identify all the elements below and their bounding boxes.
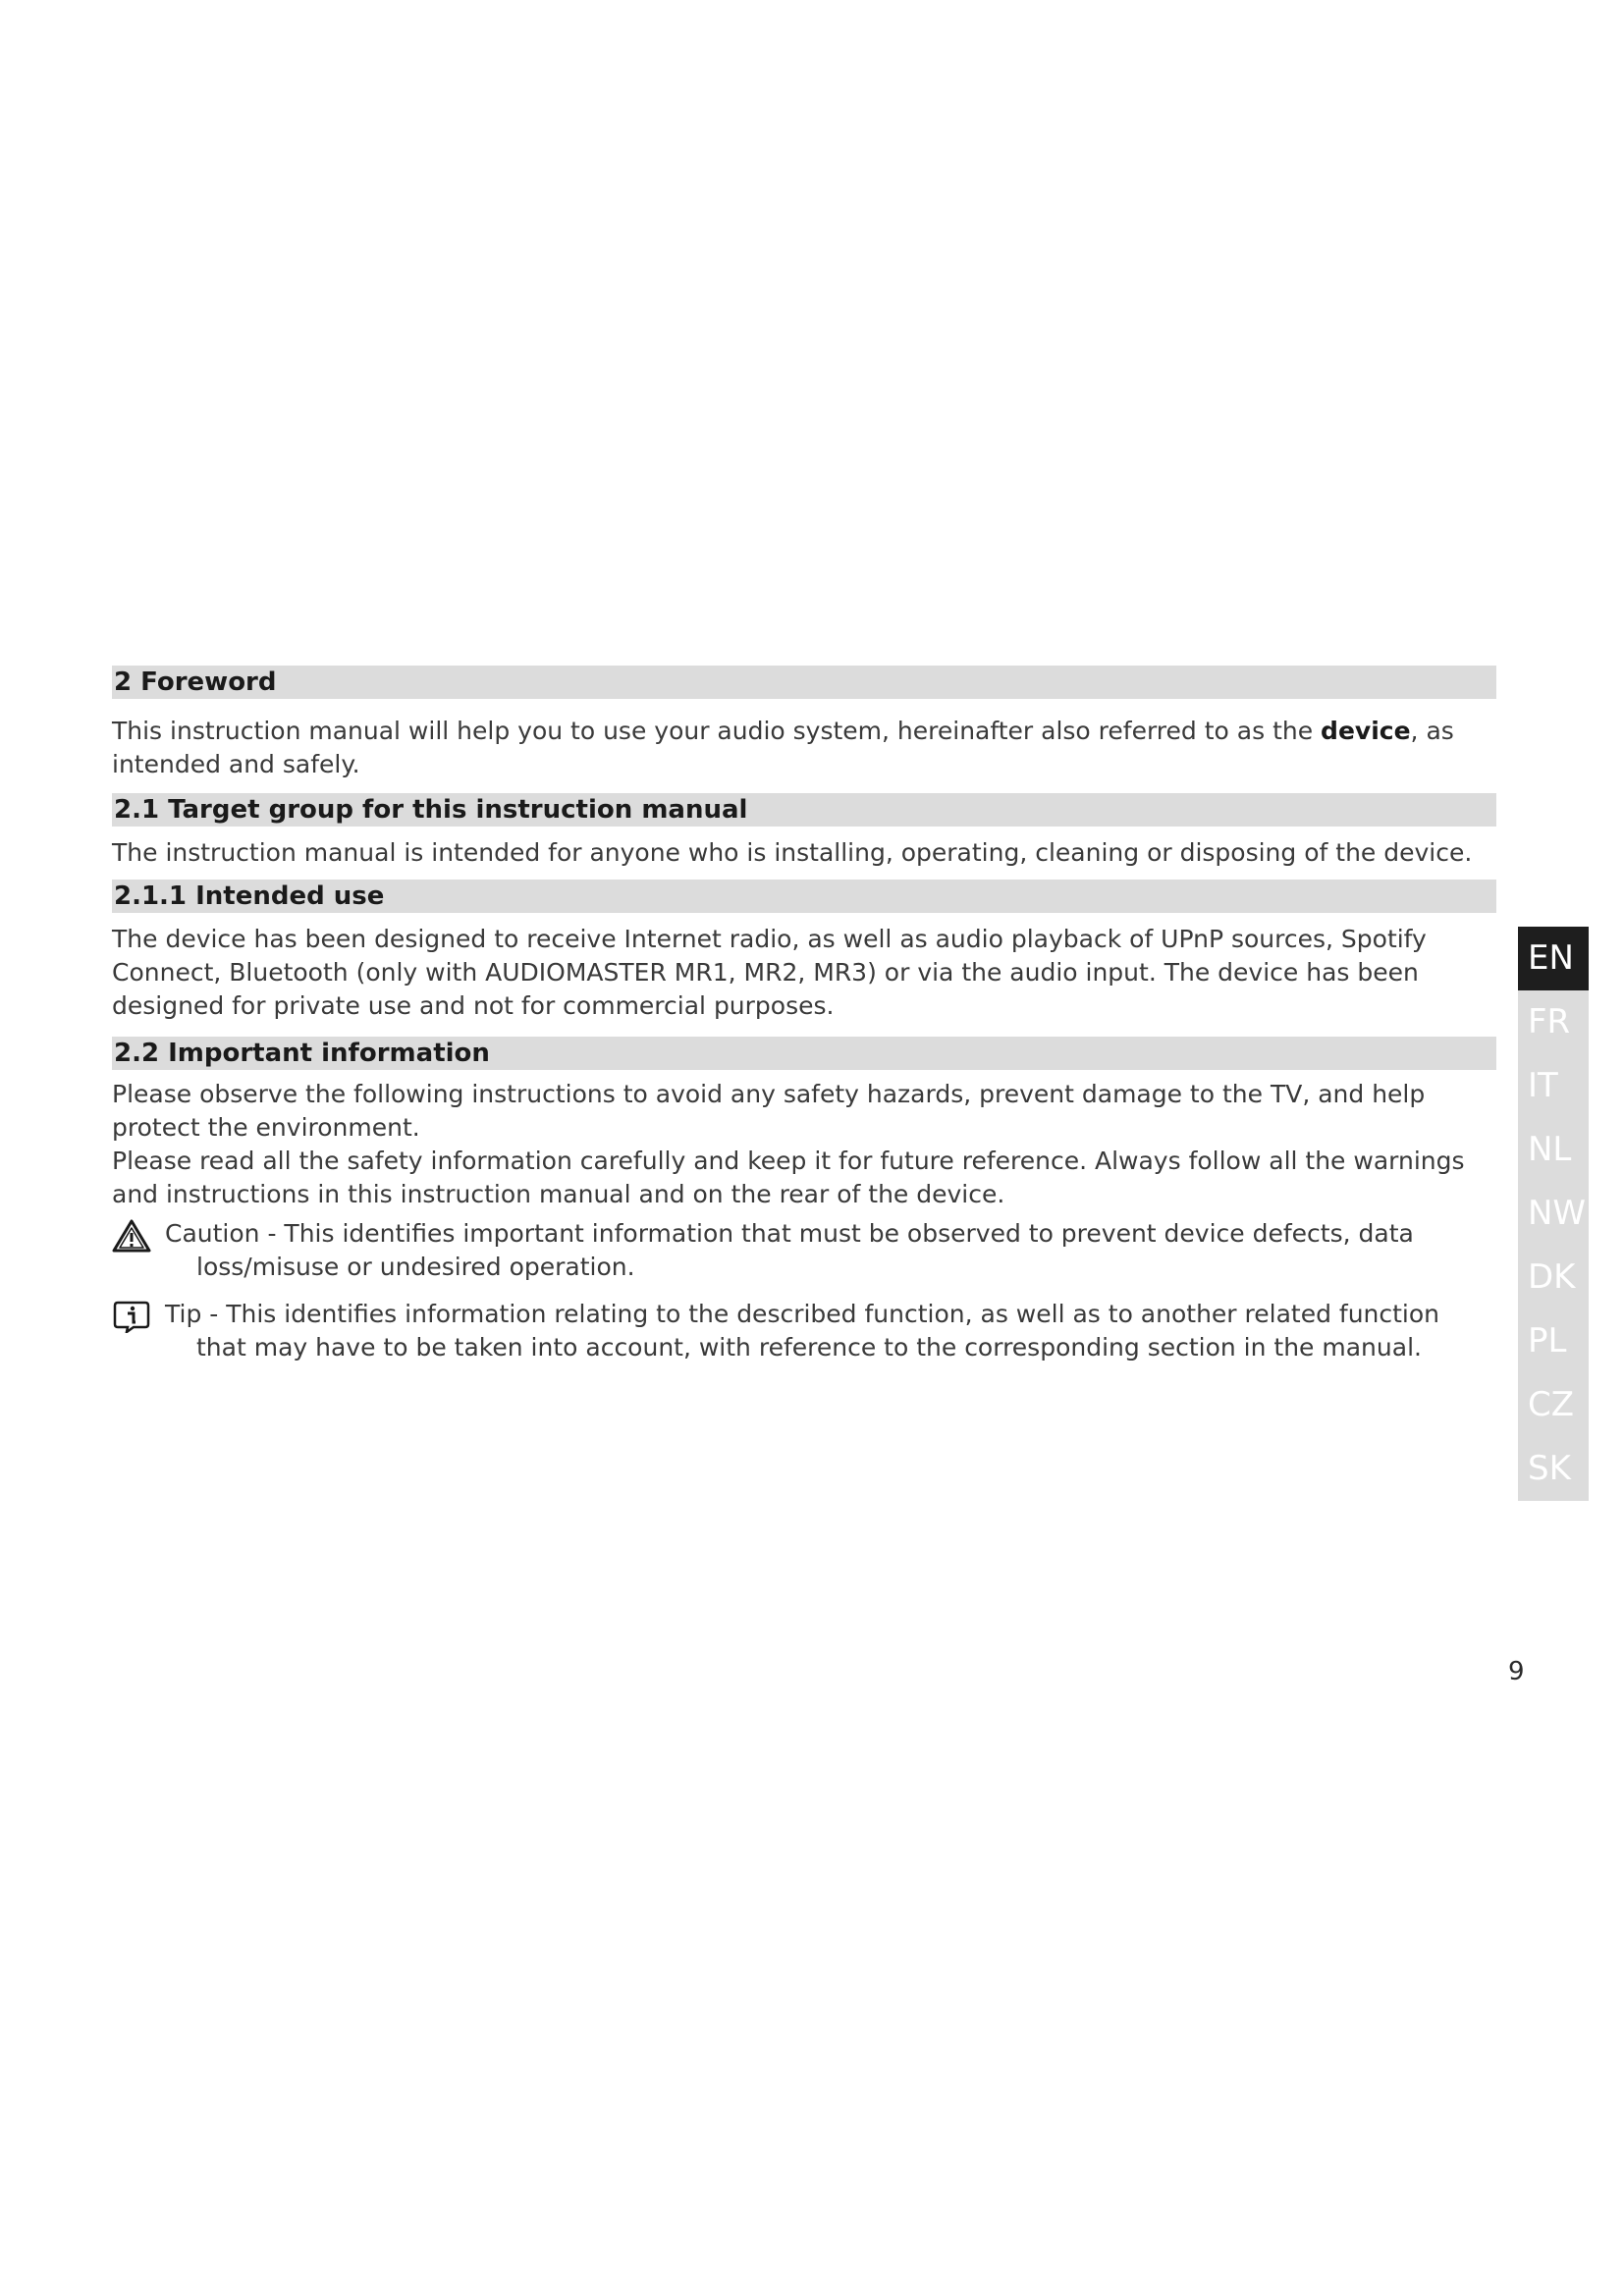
warning-triangle-icon	[112, 1219, 151, 1253]
language-tab-en[interactable]: EN	[1518, 927, 1589, 990]
tip-note	[112, 1298, 1496, 1364]
tip-line-1: Tip - This identifies information relating to the described function, as well as to another related function	[165, 1300, 1440, 1328]
caution-line-1: Caution - This identifies important information that must be observed to prevent device defects, data	[165, 1219, 1414, 1248]
language-tab-nl[interactable]: NL	[1528, 1130, 1572, 1169]
target-group-paragraph: The instruction manual is intended for anyone who is installing, operating, cleaning or disposing of the device.	[112, 838, 1473, 867]
language-tabs	[1518, 927, 1589, 1501]
language-tab-fr[interactable]: FR	[1528, 1002, 1571, 1041]
section-heading-foreword: 2 Foreword	[112, 666, 1496, 699]
foreword-text-after: , as intended and safely.	[112, 717, 1454, 778]
foreword-text-before: This instruction manual will help you to use your audio system, hereinafter also referred to as the	[112, 717, 1322, 745]
language-tab-cz[interactable]: CZ	[1528, 1385, 1575, 1424]
language-tab-pl[interactable]: PL	[1528, 1321, 1567, 1361]
manual-content	[112, 666, 1496, 1364]
foreword-text-bold: device	[1321, 717, 1411, 745]
section-heading-important-info: 2.2 Important information	[112, 1037, 1496, 1070]
important-paragraph-2: Please read all the safety information carefully and keep it for future reference. Always follow all the warnings and instructions in this instruction manual and on the rear of the device.	[112, 1147, 1465, 1208]
tip-line-2: that may have to be taken into account, with reference to the corresponding section in the manual.	[196, 1333, 1422, 1362]
section-heading-intended-use: 2.1.1 Intended use	[112, 880, 1496, 913]
language-tab-sk[interactable]: SK	[1528, 1449, 1571, 1488]
intended-use-paragraph: The device has been designed to receive Internet radio, as well as audio playback of UPnP sources, Spotify Connect, Bluetooth (only with AUDIOMASTER MR1, MR2, MR3) or via the audio input. The device has been designed for private use and not for commercial purposes.	[112, 925, 1427, 1020]
page-number: 9	[1508, 1657, 1525, 1686]
foreword-paragraph	[112, 715, 1496, 781]
important-paragraph-1: Please observe the following instructions to avoid any safety hazards, prevent damage to the TV, and help protect the environment.	[112, 1080, 1426, 1142]
caution-line-2: loss/misuse or undesired operation.	[196, 1253, 635, 1281]
section-heading-target-group: 2.1 Target group for this instruction manual	[112, 793, 1496, 827]
info-icon	[112, 1300, 151, 1333]
language-tab-nw[interactable]: NW	[1528, 1194, 1587, 1233]
language-tab-dk[interactable]: DK	[1528, 1257, 1576, 1297]
caution-note	[112, 1217, 1496, 1284]
language-tab-it[interactable]: IT	[1528, 1066, 1558, 1105]
